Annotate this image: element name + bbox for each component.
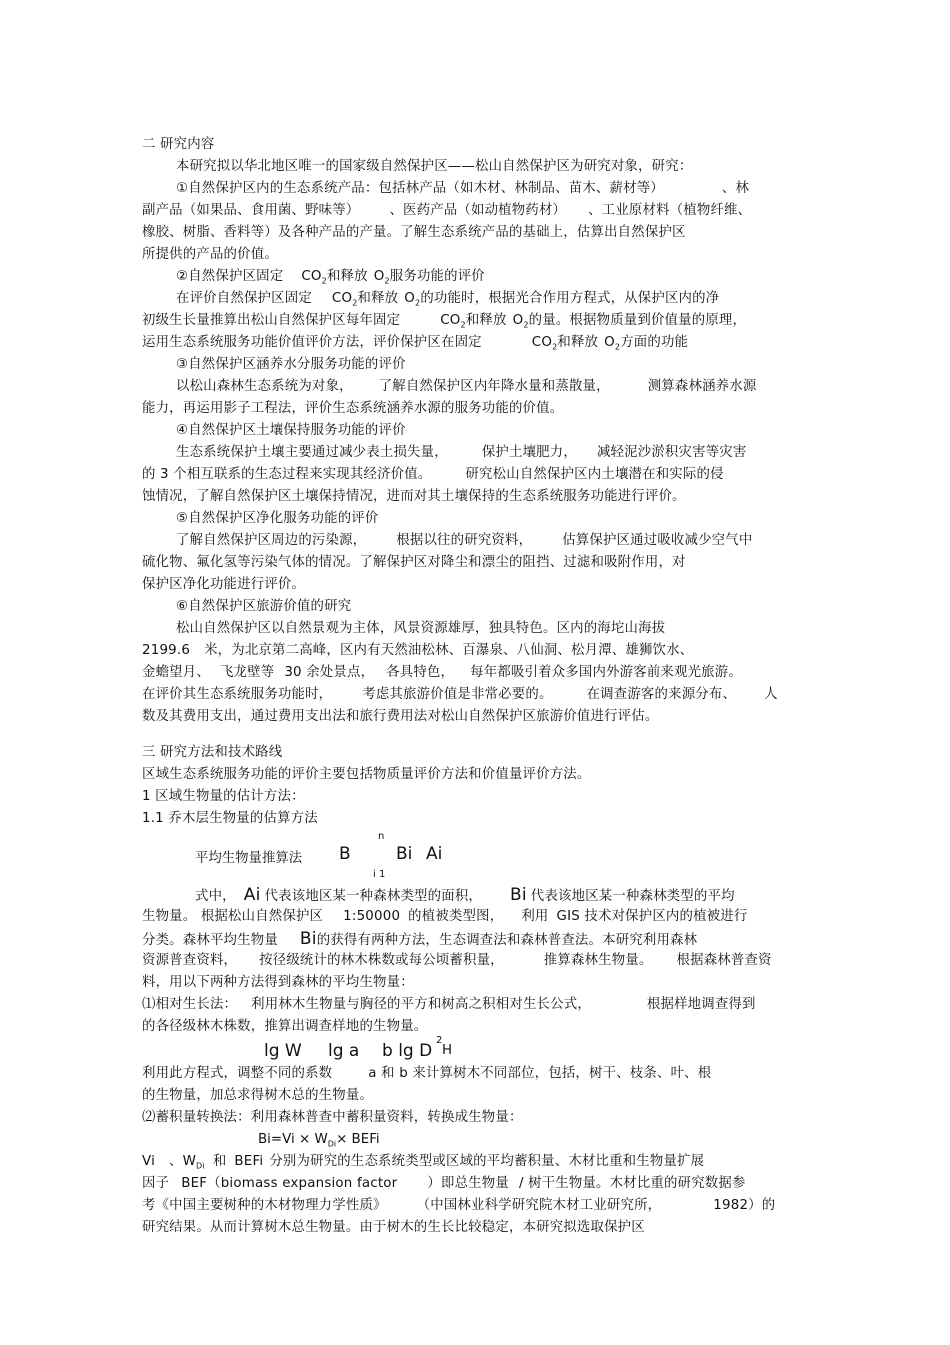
item6-line1: 松山自然保护区以自然景观为主体，风景资源雄厚，独具特色。区内的海坨山海拔 [176, 621, 666, 636]
text: 测算森林涵养水源 [647, 379, 757, 394]
method1b-line2: 的生物量，加总求得树木总的生物量。 [142, 1088, 374, 1103]
text: 生物量。 根据松山自然保护区 [142, 909, 324, 924]
text: 方面的功能 [620, 335, 689, 350]
text: 的获得有两种方法，生态调查法和森林普查法。本研究利用森林 [316, 933, 698, 948]
text: Vi [142, 1154, 155, 1169]
subscript: Di [196, 1161, 205, 1171]
subscript: 2 [321, 276, 327, 286]
item3-title: ③自然保护区涵养水分服务功能的评价 [176, 357, 406, 372]
item5-line3: 保护区净化功能进行评价。 [142, 577, 306, 592]
para1-line5: 料，用以下两种方法得到森林的平均生物量： [142, 975, 414, 990]
text: 生态系统保护土壤主要通过减少表土损失量， [176, 445, 448, 460]
text: 根据森林普查资 [676, 953, 772, 968]
text: 1982）的 [713, 1198, 776, 1213]
text: 米，为北京第二高峰，区内有天然油松林、百瀑泉、八仙洞、松月潭、雄狮饮水、 [204, 643, 694, 658]
text: O [604, 335, 615, 350]
text: 保护土壤肥力， [481, 445, 577, 460]
section3-intro: 区域生态系统服务功能的评价主要包括物质量评价方法和价值量评价方法。 [142, 767, 591, 782]
text: 金蟾望月、 [142, 665, 210, 680]
formula1-sup: n [378, 831, 385, 842]
text: 研究松山自然保护区内土壤潜在和实际的侵 [465, 467, 724, 482]
para1-line4 [142, 953, 772, 969]
text: 了解自然保护区周边的污染源， [176, 533, 367, 548]
text: CO [301, 269, 322, 284]
item2-line2 [142, 313, 746, 334]
text: CO [531, 335, 553, 350]
section2-intro: 本研究拟以华北地区唯一的国家级自然保护区——松山自然保护区为研究对象，研究： [176, 159, 693, 174]
item5-line1 [176, 533, 752, 549]
text: O [512, 313, 524, 328]
text: 初级生长量推算出松山自然保护区每年固定 [142, 313, 401, 328]
method1-line2: 的各径级林木株数，推算出调查样地的生物量。 [142, 1019, 428, 1034]
text: 每年都吸引着众多国内外游客前来观光旅游。 [470, 665, 742, 680]
text: 分别为研究的生态系统类型或区域的平均蓄积量、木材比重和生物量扩展 [269, 1154, 705, 1169]
text: ①自然保护区内的生态系统产品：包括林产品（如木材、林制品、苗木、薪材等） [176, 181, 664, 196]
section2-heading: 二 研究内容 [142, 137, 215, 152]
text: 了解自然保护区内年降水量和蒸散量， [378, 379, 610, 394]
item1-line4: 所提供的产品的价值。 [142, 247, 278, 262]
formula1-sub: i 1 [373, 869, 386, 880]
formula2-H: H [442, 1043, 453, 1058]
text: 副产品（如果品、食用菌、野味等） [142, 203, 360, 218]
subsection-1: 1 区域生物量的估计方法： [142, 789, 305, 804]
item4-title: ④自然保护区土壤保持服务功能的评价 [176, 423, 406, 438]
subscript: 2 [552, 342, 558, 352]
text: 和 [212, 1154, 227, 1169]
text: 减轻泥沙淤积灾害等灾害 [596, 445, 747, 460]
text: a 和 b 来计算树木不同部位，包括，树干、枝条、叶、根 [368, 1066, 712, 1081]
method1-line1 [142, 997, 756, 1013]
text: GIS 技术对保护区内的植被进行 [556, 909, 748, 924]
formula1-Bi: Bi [396, 844, 413, 864]
text: 人 [764, 687, 778, 702]
section3-heading: 三 研究方法和技术路线 [142, 745, 283, 760]
formula2-lgW: lg W [264, 1041, 302, 1061]
text: 以松山森林生态系统为对象， [176, 379, 353, 394]
para1-line1 [195, 887, 735, 905]
subscript: 2 [614, 342, 621, 352]
subscript: 2 [352, 298, 358, 308]
text: 分类。森林平均生物量 [142, 933, 278, 948]
text: 和释放 [557, 335, 599, 350]
text: BEFi [234, 1154, 264, 1169]
text: Ai [243, 885, 261, 905]
text: 运用生态系统服务功能价值评价方法，评价保护区在固定 [142, 335, 482, 350]
item4-line3: 蚀情况，了解自然保护区土壤保持情况，进而对其土壤保持的生态系统服务功能进行评价。 [142, 489, 686, 504]
text: CO [331, 291, 353, 306]
subsection-1-1: 1.1 乔木层生物量的估算方法 [142, 811, 318, 826]
item5-title: ⑤自然保护区净化服务功能的评价 [176, 511, 379, 526]
formula1-Ai: Ai [426, 844, 443, 864]
text: Bi [299, 929, 317, 949]
subscript: Di [327, 1139, 337, 1149]
text: 根据以往的研究资料， [396, 533, 533, 548]
para2-line3 [142, 1198, 775, 1214]
text: 和释放 [326, 269, 368, 284]
text: 飞龙壁等 [219, 665, 275, 680]
text: 的 3 个相互联系的生态过程来实现其经济价值。 [142, 467, 432, 482]
text: 根据样地调查得到 [646, 997, 756, 1012]
para1-line3 [142, 931, 697, 949]
text: Bi [510, 885, 527, 905]
text: 、W [169, 1154, 197, 1169]
formula2-blgD: b lg D [382, 1041, 433, 1061]
item6-line4 [142, 687, 778, 703]
text: 利用此方程式，调整不同的系数 [142, 1066, 333, 1081]
text: CO [440, 313, 461, 328]
formula2-sup: 2 [436, 1035, 443, 1046]
text: O [404, 291, 416, 306]
formula2-lga: lg a [328, 1041, 360, 1061]
text: 式中， [195, 889, 236, 904]
subscript: 2 [460, 320, 466, 330]
item4-line2 [142, 467, 724, 483]
item6-title: ⑥自然保护区旅游价值的研究 [176, 599, 352, 614]
text: 在评价其生态系统服务功能时， [142, 687, 333, 702]
text: 考《中国主要树种的木材物理力学性质》 [142, 1198, 387, 1213]
text: 和释放 [465, 313, 507, 328]
item6-line5: 数及其费用支出，通过费用支出法和旅行费用法对松山自然保护区旅游价值进行评估。 [142, 709, 659, 724]
text: 1:50000 [343, 909, 401, 924]
text: 按径级统计的林木株数或每公顷蓄积量， [259, 953, 504, 968]
item4-line1 [176, 445, 746, 461]
text: 代表该地区某一种森林类型的平均 [530, 889, 735, 904]
para2-line2 [142, 1176, 746, 1192]
text: 在评价自然保护区固定 [176, 291, 312, 306]
text: 因子 [142, 1176, 170, 1191]
formula1-label: 平均生物量推算法 [195, 851, 303, 866]
text: ②自然保护区固定 [176, 269, 284, 284]
text: 、医药产品（如动植物药材） [389, 203, 567, 218]
item3-line2: 能力，再运用影子工程法，评价生态系统涵养水源的服务功能的价值。 [142, 401, 564, 416]
text: 代表该地区某一种森林类型的面积， [264, 889, 482, 904]
text: ⑴相对生长法： [142, 997, 238, 1012]
subscript: 2 [415, 298, 421, 308]
text: Bi=Vi × W [258, 1132, 328, 1147]
text: 的植被类型图， [408, 909, 504, 924]
text: 估算保护区通过吸收减少空气中 [562, 533, 753, 548]
item2-line3 [142, 335, 688, 356]
formula3 [258, 1132, 380, 1149]
item2-line1 [176, 291, 719, 312]
item2-title [176, 269, 485, 290]
para1-line2 [142, 909, 747, 925]
formula1-B: B [339, 844, 351, 864]
item3-line1 [176, 379, 756, 395]
item1-line2 [142, 203, 751, 219]
para2-line4: 研究结果。从而计算树木总生物量。由于树木的生长比较稳定，本研究拟选取保护区 [142, 1220, 645, 1235]
item6-line2 [142, 643, 693, 659]
text: 的功能时，根据光合作用方程式，从保护区内的净 [420, 291, 720, 306]
para2-line1 [142, 1154, 704, 1175]
item1-line1 [176, 181, 749, 197]
text: 2199.6 [142, 643, 191, 658]
text: 利用林木生物量与胸径的平方和树高之积相对生长公式， [251, 997, 591, 1012]
text: 、工业原材料（植物纤维、 [588, 203, 752, 218]
text: 在调查游客的来源分布、 [586, 687, 737, 702]
item1-line3: 橡胶、树脂、香料等）及各种产品的产量。了解生态系统产品的基础上，估算出自然保护区 [142, 225, 686, 240]
subscript: 2 [523, 320, 529, 330]
text: 服务功能的评价 [389, 269, 485, 284]
item6-line3 [142, 665, 742, 681]
text: 和释放 [357, 291, 399, 306]
text: 、林 [721, 181, 750, 196]
text: 的量。根据物质量到价值量的原理， [528, 313, 747, 328]
text: 资源普查资料， [142, 953, 238, 968]
text: BEF（biomass expansion factor [181, 1176, 398, 1191]
text: （中国林业科学研究院木材工业研究所， [416, 1198, 662, 1213]
text: 各具特色， [386, 665, 455, 680]
text: × BEFi [336, 1132, 380, 1147]
text: 利用 [521, 909, 549, 924]
subscript: 2 [384, 276, 390, 286]
text: 30 余处景点， [284, 665, 375, 680]
text: 考虑其旅游价值是非常必要的。 [362, 687, 553, 702]
text: 推算森林生物量。 [543, 953, 653, 968]
text: / 树干生物量。木材比重的研究数据参 [518, 1176, 746, 1191]
item5-line2: 硫化物、氟化氢等污染气体的情况。了解保护区对降尘和漂尘的阻挡、过滤和吸附作用，对 [142, 555, 686, 570]
method2-line1: ⑵蓄积量转换法：利用森林普查中蓄积量资料，转换成生物量： [142, 1110, 523, 1125]
text: O [373, 269, 385, 284]
text: ）即总生物量 [427, 1176, 509, 1191]
method1b-line1 [142, 1066, 711, 1082]
